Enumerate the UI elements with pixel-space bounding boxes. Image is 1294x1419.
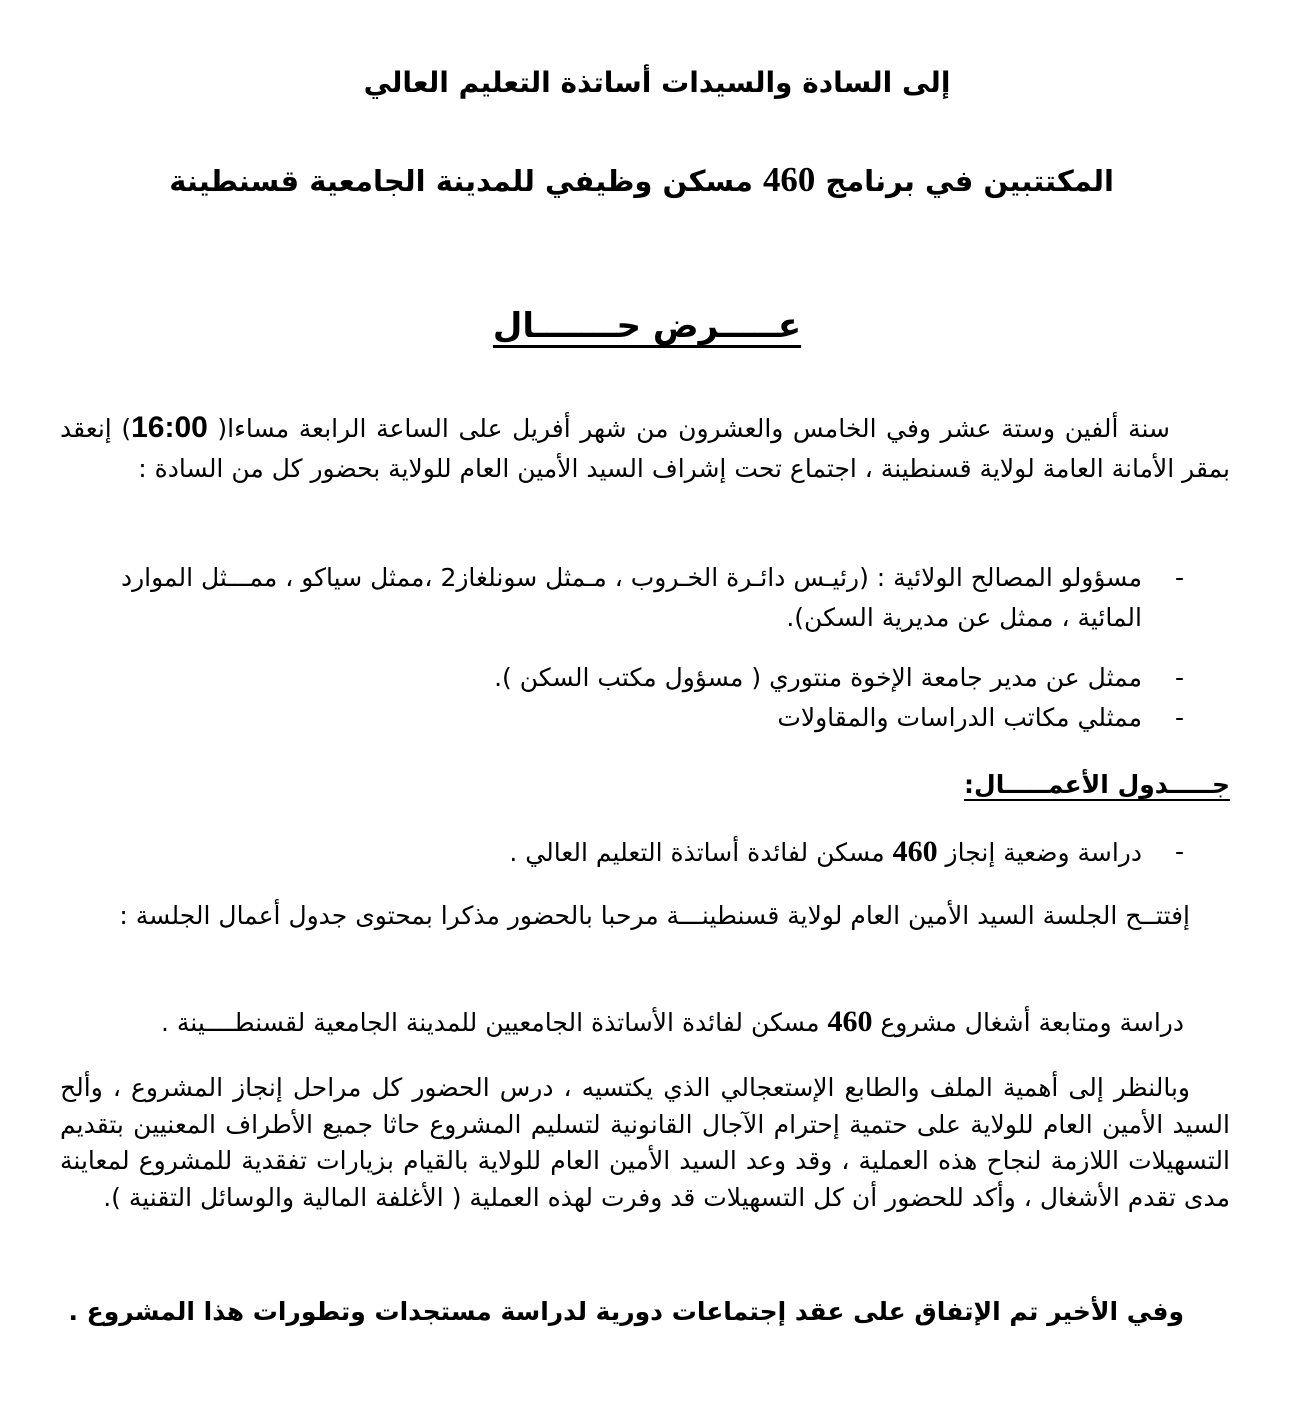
subject-text-after: مسكن وظيفي للمدينة الجامعية قسنطينة: [169, 164, 764, 198]
list-dash: -: [1174, 563, 1184, 592]
addressee-text: إلى السادة والسيدات أساتذة التعليم العالي: [363, 66, 951, 99]
attendees-list: [90, 558, 1198, 738]
list-item: [90, 558, 1198, 638]
subject-heading: [169, 160, 1114, 200]
intro-paragraph: [60, 408, 1230, 489]
document-title: عـــــرض حـــــــال: [492, 306, 802, 346]
list-item: [90, 658, 1198, 698]
subject-text-before: المكتتبين في برنامج: [815, 164, 1114, 198]
meeting-time: 16:00: [131, 411, 208, 444]
list-dash: -: [1174, 703, 1184, 732]
agenda-text-before: دراسة وضعية إنجاز: [937, 838, 1142, 867]
agenda-list: [200, 832, 1198, 873]
attendee-text: مسؤولو المصالح الولائية : (رئيـس دائـرة الخـروب ، مـمثل سونلغاز2 ،ممثل سياكو ، ممـــثل الموارد المائية ، ممثل عن مديرية السكن).: [120, 563, 1142, 632]
intro-text-before: سنة ألفين وستة عشر وفي الخامس والعشرون من شهر أفريل على الساعة الرابعة مساءا(: [207, 414, 1170, 443]
study-number: 460: [827, 1005, 873, 1038]
subject-number: 460: [763, 160, 816, 199]
intro-text-after: ) إنعقد بمقر الأمانة العامة لولاية قسنطينة ، اجتماع تحت إشراف السيد الأمين العام للولاية بحضور كل من السادة :: [60, 414, 1230, 483]
list-dash: -: [1174, 837, 1184, 866]
attendee-text: ممثلي مكاتب الدراسات والمقاولات: [777, 703, 1142, 732]
opening-paragraph: إفتتــح الجلسة السيد الأمين العام لولاية قسنطينـــة مرحبا بالحضور مذكرا بمحتوى جدول أعمال الجلسة :: [119, 901, 1190, 930]
addressee-heading: [0, 66, 1294, 99]
discussion-paragraph: وبالنظر إلى أهمية الملف والطابع الإستعجالي الذي يكتسيه ، درس الحضور كل مراحل إنجاز المشروع ، وألح السيد الأمين العام للولاية على حتمية إحترام الآجال القانونية لتسليم المشروع حاثا جميع الأطراف المعنيين بتقديم التسهيلات اللازمة لنجاح هذه العملية ، وقد وعد السيد الأمين العام للولاية بالقيام بزيارات تفقدية للمشروع لمعاينة مدى تقدم الأشغال ، وأكد للحضور أن كل التسهيلات قد وفرت لهذه العملية ( الأغلفة المالية والوسائل التقنية ).: [60, 1073, 1230, 1212]
agenda-heading: جـــــدول الأعمـــــال:: [964, 770, 1230, 799]
study-line: [161, 1002, 1184, 1043]
conclusion-paragraph: وفي الأخير تم الإتفاق على عقد إجتماعات دورية لدراسة مستجدات وتطورات هذا المشروع .: [68, 1297, 1184, 1326]
study-text-before: دراسة ومتابعة أشغال مشروع: [872, 1008, 1184, 1037]
list-dash: -: [1174, 663, 1184, 692]
agenda-text-after: مسكن لفائدة أساتذة التعليم العالي .: [509, 838, 893, 867]
study-text-after: مسكن لفائدة الأساتذة الجامعيين للمدينة الجامعية لقسنطــــينة .: [160, 1008, 828, 1037]
agenda-number: 460: [892, 835, 938, 868]
list-item: [200, 832, 1198, 873]
list-item: [90, 698, 1198, 738]
attendee-text: ممثل عن مدير جامعة الإخوة منتوري ( مسؤول مكتب السكن ).: [494, 663, 1142, 692]
